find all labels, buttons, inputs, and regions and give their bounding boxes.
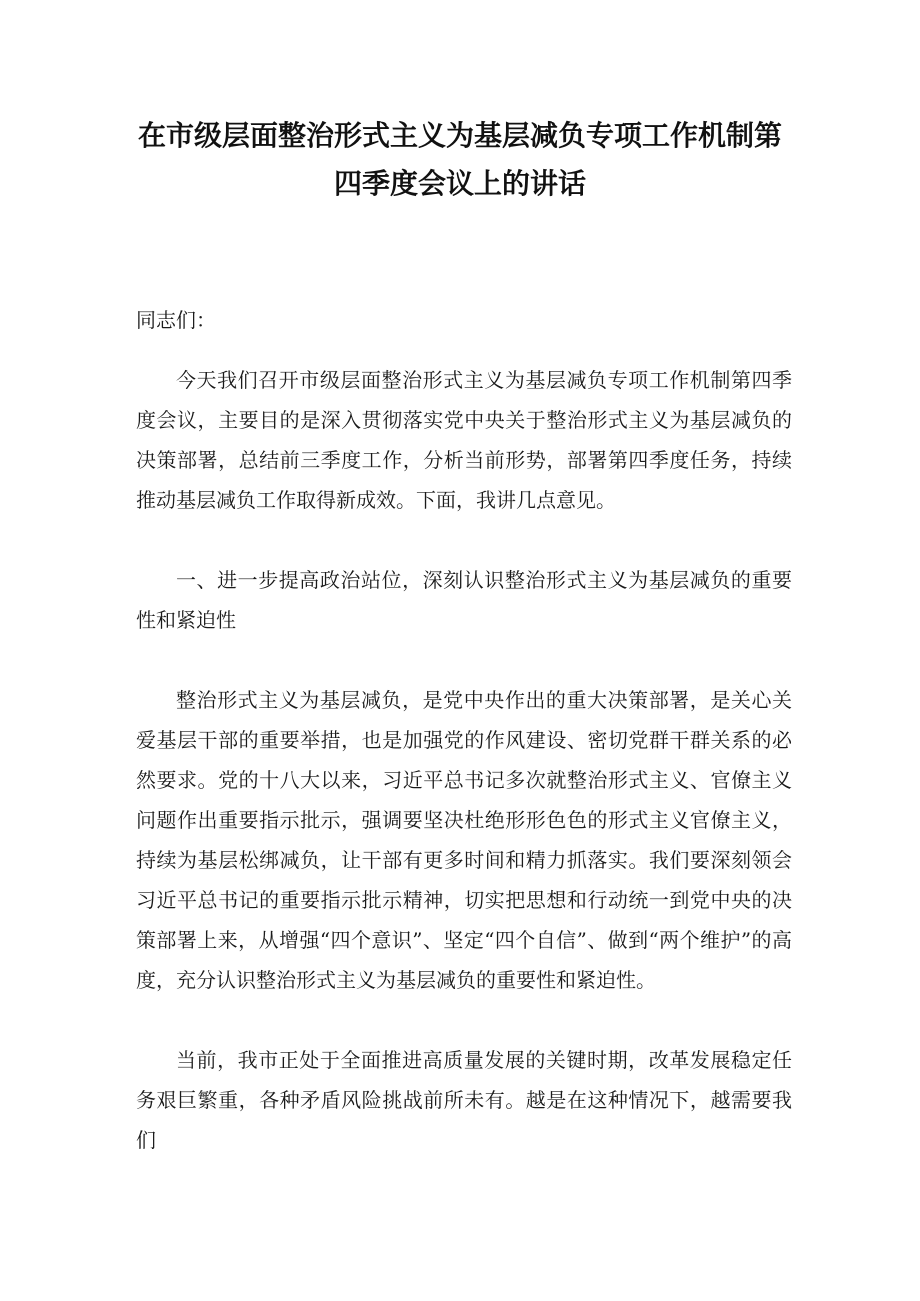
document-title [120,112,800,208]
paragraph-current-situation: 当前，我市正处于全面推进高质量发展的关键时期，改革发展稳定任务艰巨繁重，各种矛盾风险挑战前所未有。越是在这种情况下，越需要我们 [136,1048,792,1152]
paragraph-intro: 今天我们召开市级层面整治形式主义为基层减负专项工作机制第四季度会议，主要目的是深入贯彻落实党中央关于整治形式主义为基层减负的决策部署，总结前三季度工作，分析当前形势，部署第四季度任务，持续推动基层减负工作取得新成效。下面，我讲几点意见。 [136,368,792,512]
paragraph-importance: 整治形式主义为基层减负，是党中央作出的重大决策部署，是关心关爱基层干部的重要举措，也是加强党的作风建设、密切党群干群关系的必然要求。党的十八大以来，习近平总书记多次就整治形式主义、官僚主义问题作出重要指示批示，强调要坚决杜绝形形色色的形式主义官僚主义，持续为基层松绑减负，让干部有更多时间和精力抓落实。我们要深刻领会习近平总书记的重要指示批示精神，切实把思想和行动统一到党中央的决策部署上来，从增强“四个意识”、坚定“四个自信”、做到“两个维护”的高度，充分认识整治形式主义为基层减负的重要性和紧迫性。 [136,688,792,992]
salutation: 同志们： [136,308,216,332]
section-heading-1: 一、进一步提高政治站位，深刻认识整治形式主义为基层减负的重要性和紧迫性 [136,568,792,632]
title-line-2: 四季度会议上的讲话 [333,167,586,200]
document-body [136,300,792,1160]
title-line-1: 在市级层面整治形式主义为基层减负专项工作机制第 [137,119,782,152]
